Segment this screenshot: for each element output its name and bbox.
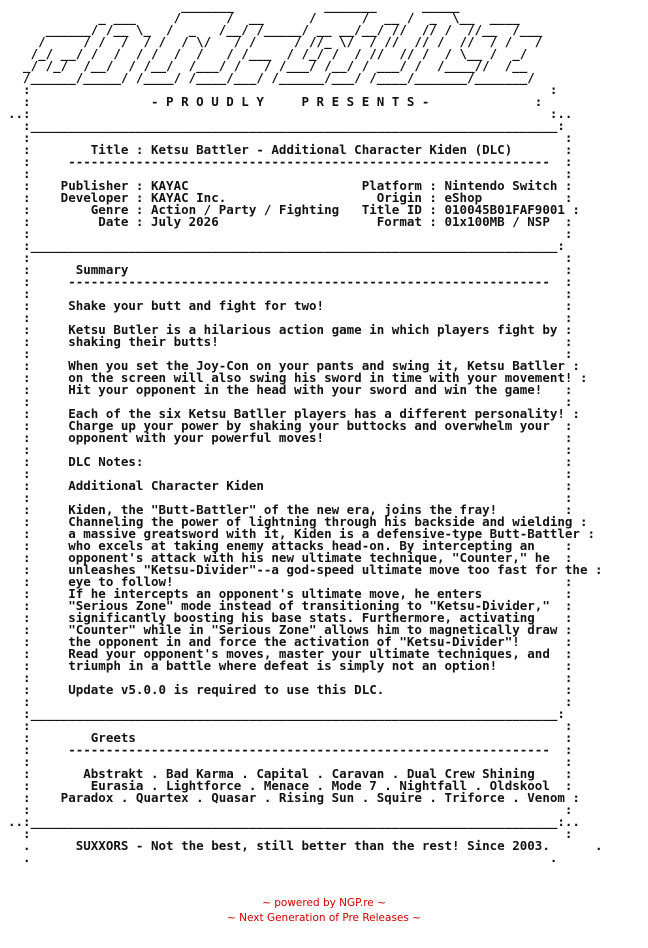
- footer-tagline: ~ Next Generation of Pre Releases ~: [227, 912, 421, 924]
- footer: [0, 896, 648, 926]
- nfo-document: _______ _______ _____ _ ___ / / __ / / __ / _ \__ ____ ______/ /__ \_ / _ /__/ /_____/ __ __/__/ // // / //__ /___ / / / / / / / \/ / / / //_ \/ / // // / // / / / /_/ __/ / / / / / / / /___ / /_/ / / // // / / \__ / _/ _/ /_/ /__/ / /__/ /___/ / / /___/ /__/ / ___/ / /____// /__ /______/_____/ /____/ /____/___/ /______/___/ /____/_______/_______/ : : : - P R O U D L Y P R E S E N T S - : ..: :.. :______________________________________________________________________: : : : Title : Ketsu Battler - Additional Character Kiden (DLC) : : ---------------------------------------------------------------- : : : : Publisher : KAYAC Platform : Nintendo Switch : : Developer : KAYAC Inc. Origin : eShop : : Genre : Action / Party / Fighting Title ID : 010045B01FAF9001 : : Date : July 2026 Format : 01x100MB / NSP : : : :______________________________________________________________________: : : : Summary : : ---------------------------------------------------------------- : : : : Shake your butt and fight for two! : : : : Ketsu Butler is a hilarious action game in which players fight by : : shaking their butts! : : : : When you set the Joy-Con on your pants and swing it, Ketsu Batller : : on the screen will also swing his sword in time with your movement! : : Hit your opponent in the head with your sword and win the game! : : : : Each of the six Ketsu Batller players has a different personality! : : Charge up your power by shaking your buttocks and overwhelm your : : opponent with your powerful moves! : : : : DLC Notes: : : : : Additional Character Kiden : : : : Kiden, the "Butt-Battler" of the new era, joins the fray! : : Channeling the power of lightning through his backside and wielding : : a massive greatsword with it, Kiden is a defensive-type Butt-Battler : : who excels at taking enemy attacks head-on. By intercepting an : : opponent's attack with his new ultimate technique, "Counter," he : : unleashes "Ketsu-Divider"--a god-speed ultimate move too fast for the : : eye to follow! : : If he intercepts an opponent's ultimate move, he enters : : "Serious Zone" mode instead of transitioning to "Ketsu-Divider," : : significantly boosting his base stats. Furthermore, activating : : "Counter" while in "Serious Zone" allows him to magnetically draw : : the opponent in and force the activation of "Ketsu-Divider"! : : Read your opponent's moves, master your ultimate techniques, and : : triumph in a battle where defeat is simply not an option! : : : : Update v5.0.0 is required to use this DLC. : : : :______________________________________________________________________: : : : Greets : : ---------------------------------------------------------------- : : : : Abstrakt . Bad Karma . Capital . Caravan . Dual Crew Shining : : Eurasia . Lightforce . Menace . Mode 7 . Nightfall . Oldskool : : Paradox . Quartex . Quasar . Rising Sun . Squire . Triforce . Venom : : : ..:______________________________________________________________________:.. : : . SUXXORS - Not the best, still better than the rest! Since 2003. . . .: [8, 0, 603, 865]
- footer-powered-by: ~ powered by NGP.re ~: [262, 897, 386, 909]
